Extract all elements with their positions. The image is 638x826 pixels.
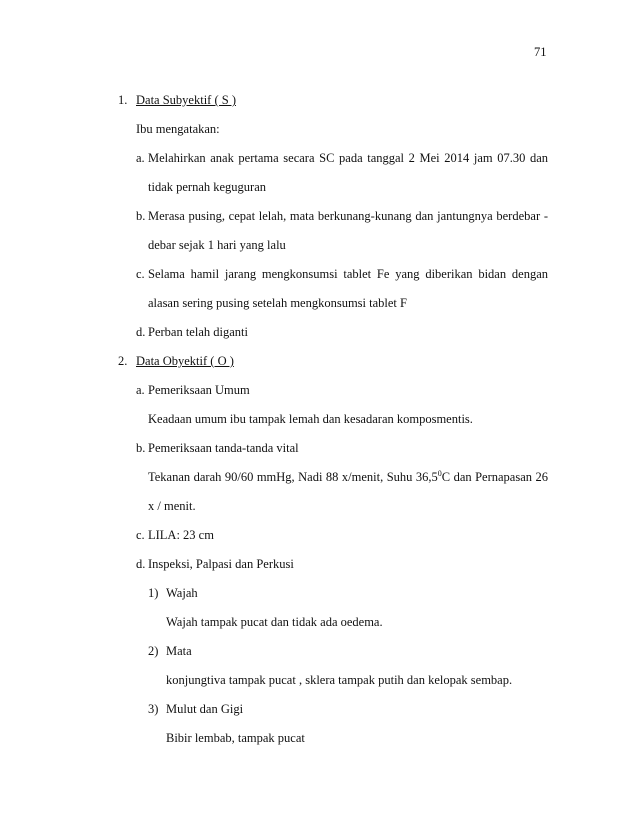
item-d2-title: Inspeksi, Palpasi dan Perkusi (148, 557, 294, 571)
item-b1-label: b. (136, 209, 146, 223)
item-d1-label: d. (136, 325, 146, 339)
section-1-number: 1. (118, 93, 128, 107)
section-2-number: 2. (118, 354, 128, 368)
item-c1-line1: Selama hamil jarang mengkonsumsi tablet Fe yang diberikan bidan dengan (148, 267, 548, 281)
item-c2-text: LILA: 23 cm (148, 528, 214, 542)
vital-signs-text: Tekanan darah 90/60 mmHg, Nadi 88 x/menit, Suhu 36,5 (148, 470, 438, 484)
item-c2-label: c. (136, 528, 145, 542)
sub-2-number: 2) (148, 644, 159, 658)
sub-3-number: 3) (148, 702, 159, 716)
sub-2-text: konjungtiva tampak pucat , sklera tampak putih dan kelopak sembap. (166, 673, 513, 687)
item-a1-label: a. (136, 151, 145, 165)
item-a2-label: a. (136, 383, 145, 397)
item-b2-line2: x / menit. (148, 499, 196, 513)
item-b2-title: Pemeriksaan tanda-tanda vital (148, 441, 299, 455)
item-b2-label: b. (136, 441, 146, 455)
item-a1-line2: tidak pernah keguguran (148, 180, 267, 194)
item-b1-line1: Merasa pusing, cepat lelah, mata berkunang-kunang dan jantungnya berdebar - (148, 209, 548, 223)
vital-signs-text-end: C dan Pernapasan 26 (441, 470, 548, 484)
page-number: 71 (534, 45, 547, 59)
sub-1-number: 1) (148, 586, 159, 600)
sub-2-title: Mata (166, 644, 192, 658)
item-a2-text: Keadaan umum ibu tampak lemah dan kesadaran komposmentis. (148, 412, 473, 426)
item-c1-line2: alasan sering pusing setelah mengkonsumsi tablet F (148, 296, 407, 310)
item-b2-line1 (148, 469, 548, 485)
item-d1-text: Perban telah diganti (148, 325, 248, 339)
sub-3-title: Mulut dan Gigi (166, 702, 244, 716)
sub-1-title: Wajah (166, 586, 198, 600)
item-d2-label: d. (136, 557, 146, 571)
degree-superscript: 0 (437, 468, 442, 478)
section-1-title: Data Subyektif ( S ) (136, 93, 236, 107)
ibu-mengatakan: Ibu mengatakan: (136, 122, 220, 136)
section-2-title: Data Obyektif ( O ) (136, 354, 234, 368)
item-c1-label: c. (136, 267, 145, 281)
item-a1-line1: Melahirkan anak pertama secara SC pada tanggal 2 Mei 2014 jam 07.30 dan (148, 151, 548, 165)
sub-1-text: Wajah tampak pucat dan tidak ada oedema. (166, 615, 383, 629)
item-a2-title: Pemeriksaan Umum (148, 383, 250, 397)
item-b1-line2: debar sejak 1 hari yang lalu (148, 238, 286, 252)
sub-3-text: Bibir lembab, tampak pucat (166, 731, 305, 745)
